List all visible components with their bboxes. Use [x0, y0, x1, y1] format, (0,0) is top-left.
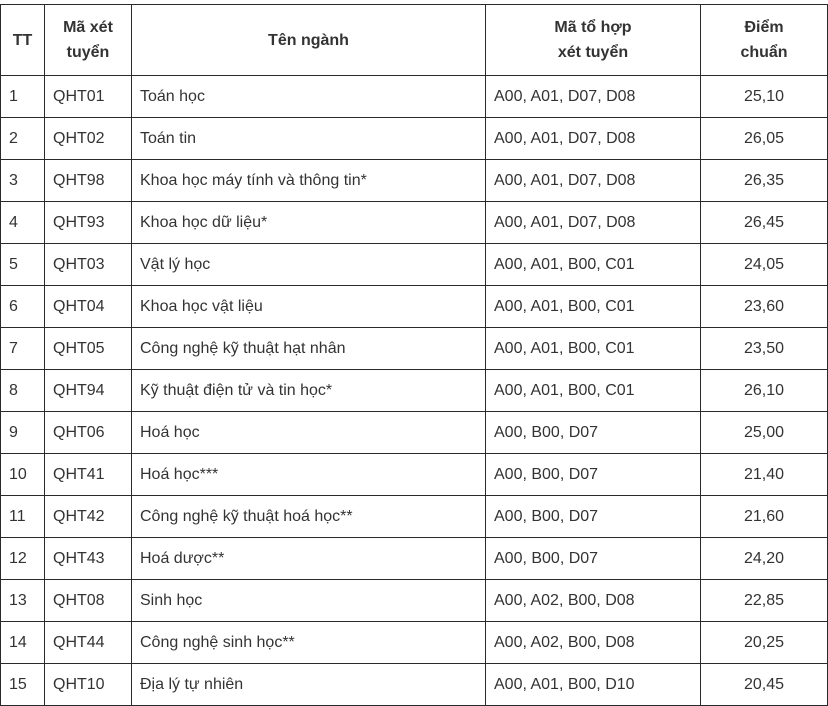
- major-name: Khoa học vật liệu: [132, 286, 486, 328]
- major-name: Toán tin: [132, 118, 486, 160]
- subject-combination: A00, B00, D07: [486, 538, 701, 580]
- subject-combination: A00, A01, D07, D08: [486, 202, 701, 244]
- header-combo-line2: xét tuyển: [557, 44, 629, 61]
- header-combo: [486, 5, 701, 76]
- cutoff-score: 22,85: [701, 580, 828, 622]
- cutoff-score: 26,35: [701, 160, 828, 202]
- table-row: [1, 370, 828, 412]
- major-code: QHT03: [45, 244, 132, 286]
- major-code: QHT98: [45, 160, 132, 202]
- major-name: Khoa học máy tính và thông tin*: [132, 160, 486, 202]
- major-name: Toán học: [132, 76, 486, 118]
- table-row: [1, 76, 828, 118]
- row-number: 8: [1, 370, 45, 412]
- major-code: QHT04: [45, 286, 132, 328]
- row-number: 11: [1, 496, 45, 538]
- header-code-line1: Mã xét: [63, 19, 113, 36]
- major-name: Kỹ thuật điện tử và tin học*: [132, 370, 486, 412]
- major-name: Địa lý tự nhiên: [132, 664, 486, 706]
- subject-combination: A00, B00, D07: [486, 412, 701, 454]
- subject-combination: A00, A01, B00, C01: [486, 286, 701, 328]
- subject-combination: A00, A01, B00, D10: [486, 664, 701, 706]
- cutoff-score: 23,50: [701, 328, 828, 370]
- header-score-line2: chuẩn: [740, 44, 788, 61]
- major-code: QHT06: [45, 412, 132, 454]
- major-name: Hoá học***: [132, 454, 486, 496]
- row-number: 3: [1, 160, 45, 202]
- table-row: [1, 538, 828, 580]
- table-row: [1, 160, 828, 202]
- table-row: [1, 622, 828, 664]
- major-code: QHT10: [45, 664, 132, 706]
- table-row: [1, 118, 828, 160]
- admission-scores-table: [0, 4, 828, 706]
- row-number: 1: [1, 76, 45, 118]
- subject-combination: A00, A02, B00, D08: [486, 580, 701, 622]
- table-row: [1, 286, 828, 328]
- major-code: QHT05: [45, 328, 132, 370]
- table-row: [1, 412, 828, 454]
- major-name: Công nghệ kỹ thuật hoá học**: [132, 496, 486, 538]
- table-row: [1, 664, 828, 706]
- major-code: QHT43: [45, 538, 132, 580]
- row-number: 9: [1, 412, 45, 454]
- row-number: 6: [1, 286, 45, 328]
- header-tt: TT: [1, 5, 45, 76]
- row-number: 5: [1, 244, 45, 286]
- major-name: Hoá học: [132, 412, 486, 454]
- header-code: [45, 5, 132, 76]
- row-number: 10: [1, 454, 45, 496]
- major-code: QHT94: [45, 370, 132, 412]
- major-name: Khoa học dữ liệu*: [132, 202, 486, 244]
- major-name: Công nghệ sinh học**: [132, 622, 486, 664]
- cutoff-score: 21,40: [701, 454, 828, 496]
- table-row: [1, 496, 828, 538]
- major-code: QHT93: [45, 202, 132, 244]
- subject-combination: A00, B00, D07: [486, 496, 701, 538]
- subject-combination: A00, A02, B00, D08: [486, 622, 701, 664]
- table-row: [1, 202, 828, 244]
- subject-combination: A00, A01, D07, D08: [486, 118, 701, 160]
- subject-combination: A00, A01, B00, C01: [486, 244, 701, 286]
- cutoff-score: 25,10: [701, 76, 828, 118]
- major-code: QHT42: [45, 496, 132, 538]
- table-row: [1, 244, 828, 286]
- cutoff-score: 26,10: [701, 370, 828, 412]
- header-row: [1, 5, 828, 76]
- cutoff-score: 20,45: [701, 664, 828, 706]
- row-number: 13: [1, 580, 45, 622]
- subject-combination: A00, B00, D07: [486, 454, 701, 496]
- header-code-line2: tuyển: [66, 44, 110, 61]
- header-score: [701, 5, 828, 76]
- table-row: [1, 580, 828, 622]
- row-number: 4: [1, 202, 45, 244]
- header-name: Tên ngành: [132, 5, 486, 76]
- subject-combination: A00, A01, D07, D08: [486, 160, 701, 202]
- cutoff-score: 24,20: [701, 538, 828, 580]
- cutoff-score: 21,60: [701, 496, 828, 538]
- subject-combination: A00, A01, B00, C01: [486, 328, 701, 370]
- header-score-line1: Điểm: [744, 19, 784, 36]
- subject-combination: A00, A01, B00, C01: [486, 370, 701, 412]
- row-number: 2: [1, 118, 45, 160]
- major-code: QHT08: [45, 580, 132, 622]
- row-number: 12: [1, 538, 45, 580]
- major-name: Hoá dược**: [132, 538, 486, 580]
- major-name: Sinh học: [132, 580, 486, 622]
- major-code: QHT01: [45, 76, 132, 118]
- major-code: QHT41: [45, 454, 132, 496]
- table-row: [1, 328, 828, 370]
- table-row: [1, 454, 828, 496]
- subject-combination: A00, A01, D07, D08: [486, 76, 701, 118]
- cutoff-score: 26,45: [701, 202, 828, 244]
- header-combo-line1: Mã tổ hợp: [554, 19, 632, 36]
- major-name: Công nghệ kỹ thuật hạt nhân: [132, 328, 486, 370]
- major-code: QHT02: [45, 118, 132, 160]
- cutoff-score: 25,00: [701, 412, 828, 454]
- row-number: 7: [1, 328, 45, 370]
- row-number: 14: [1, 622, 45, 664]
- cutoff-score: 20,25: [701, 622, 828, 664]
- cutoff-score: 23,60: [701, 286, 828, 328]
- major-code: QHT44: [45, 622, 132, 664]
- cutoff-score: 26,05: [701, 118, 828, 160]
- cutoff-score: 24,05: [701, 244, 828, 286]
- major-name: Vật lý học: [132, 244, 486, 286]
- row-number: 15: [1, 664, 45, 706]
